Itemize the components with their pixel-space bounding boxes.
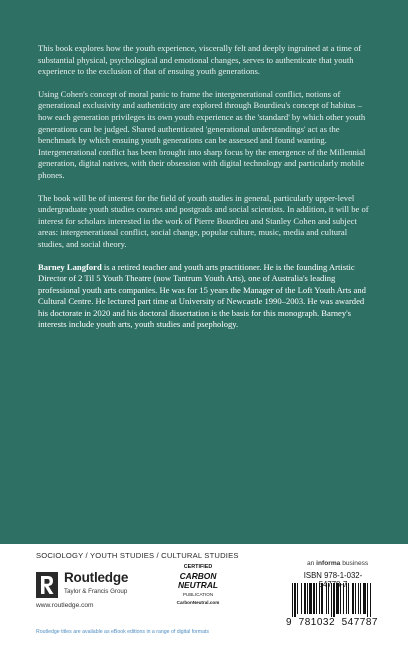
blurb: [38, 43, 374, 342]
isbn-label: ISBN 978-1-032-547 8-7: [303, 571, 363, 589]
barcode-digits: [286, 617, 378, 628]
routledge-r-icon: [36, 572, 58, 598]
barcode-digit-group-1: 9: [286, 617, 293, 628]
carbon-neutral-badge: [172, 564, 224, 612]
barcode-digit-group-2: 781032: [298, 617, 336, 628]
blurb-paragraph-3: The book will be of interest for the field of youth studies in general, particularly upper-level undergraduate youth studies courses and postgrads and social scientists. In addition, it will be of interest for scholars interested in the work of Pierre Bourdieu and Stanley Cohen and subject areas: intergenerational conflict, social change, popular culture, music, media and cultural studies, and social theory.: [38, 192, 369, 249]
blurb-paragraph-1: This book explores how the youth experience, viscerally felt and deeply ingrained at a time of substantial physical, psychological and emotional changes, serves to authenticate that youth experience to the exclusion of that of ensuing youth generations.: [38, 43, 362, 77]
carbon-neutral-certified: CERTIFIED: [183, 564, 213, 570]
informa-brand: informa: [316, 560, 341, 567]
publisher-url[interactable]: www.routledge.com: [36, 602, 94, 609]
carbon-neutral-line1: CARBON: [179, 571, 217, 581]
barcode-digit-group-3: 547787: [341, 617, 378, 628]
carbon-neutral-url: CarbonNeutral.com: [176, 600, 220, 605]
barcode-icon: [292, 583, 374, 617]
author-bio: [38, 262, 374, 332]
informa-tagline: [307, 560, 368, 567]
carbon-neutral-sub: PUBLICATION: [182, 592, 214, 597]
routledge-logo: [36, 566, 166, 610]
blurb-paragraph-2: Using Cohen's concept of moral panic to frame the intergenerational conflict, notions of generational exclusivity and authenticity are explored through Bourdieu's concept of habitus – how each generation privileges its own youth experience as the 'standard' by which other youth generations can be judged. Shared authenticated 'generational understandings' act as the benchmark by which ensuing youth generations can be assessed and found wanting. Intergenerational conflict has been brought into sharp focus by the emergence of the Millennial generation, digital natives, with their obsession with digital technology and particularly mobile phones.: [38, 88, 366, 180]
carbon-neutral-title: [172, 572, 224, 590]
subject-categories: SOCIOLOGY / YOUTH STUDIES / CULTURAL STUDIES: [36, 551, 239, 560]
publisher-name: Routledge: [64, 570, 129, 585]
informa-prefix: an: [307, 560, 317, 567]
carbon-neutral-line2: NEUTRAL: [177, 580, 218, 590]
author-name: Barney Langford: [38, 261, 102, 272]
ebook-footer-note: Routledge titles are available as eBook editions in a range of digital formats: [36, 629, 210, 635]
author-bio-text: is a retired teacher and youth arts practitioner. He is the founding Artistic Director of 2 Til 5 Youth Theatre (now Tantrum Youth Arts), one of Australia's leading professional youth arts companies. He was for 15 years the Manager of the Loft Youth Arts and Cultural Centre. He lectured part time at University of Newcastle 1990–2003. He was awarded his doctorate in 2020 and his doctoral dissertation is the basis for this monograph. Barney's interests include youth arts, youth studies and psephology.: [38, 261, 366, 330]
informa-suffix: business: [340, 560, 369, 567]
publisher-group: Taylor & Francis Group: [64, 588, 128, 595]
